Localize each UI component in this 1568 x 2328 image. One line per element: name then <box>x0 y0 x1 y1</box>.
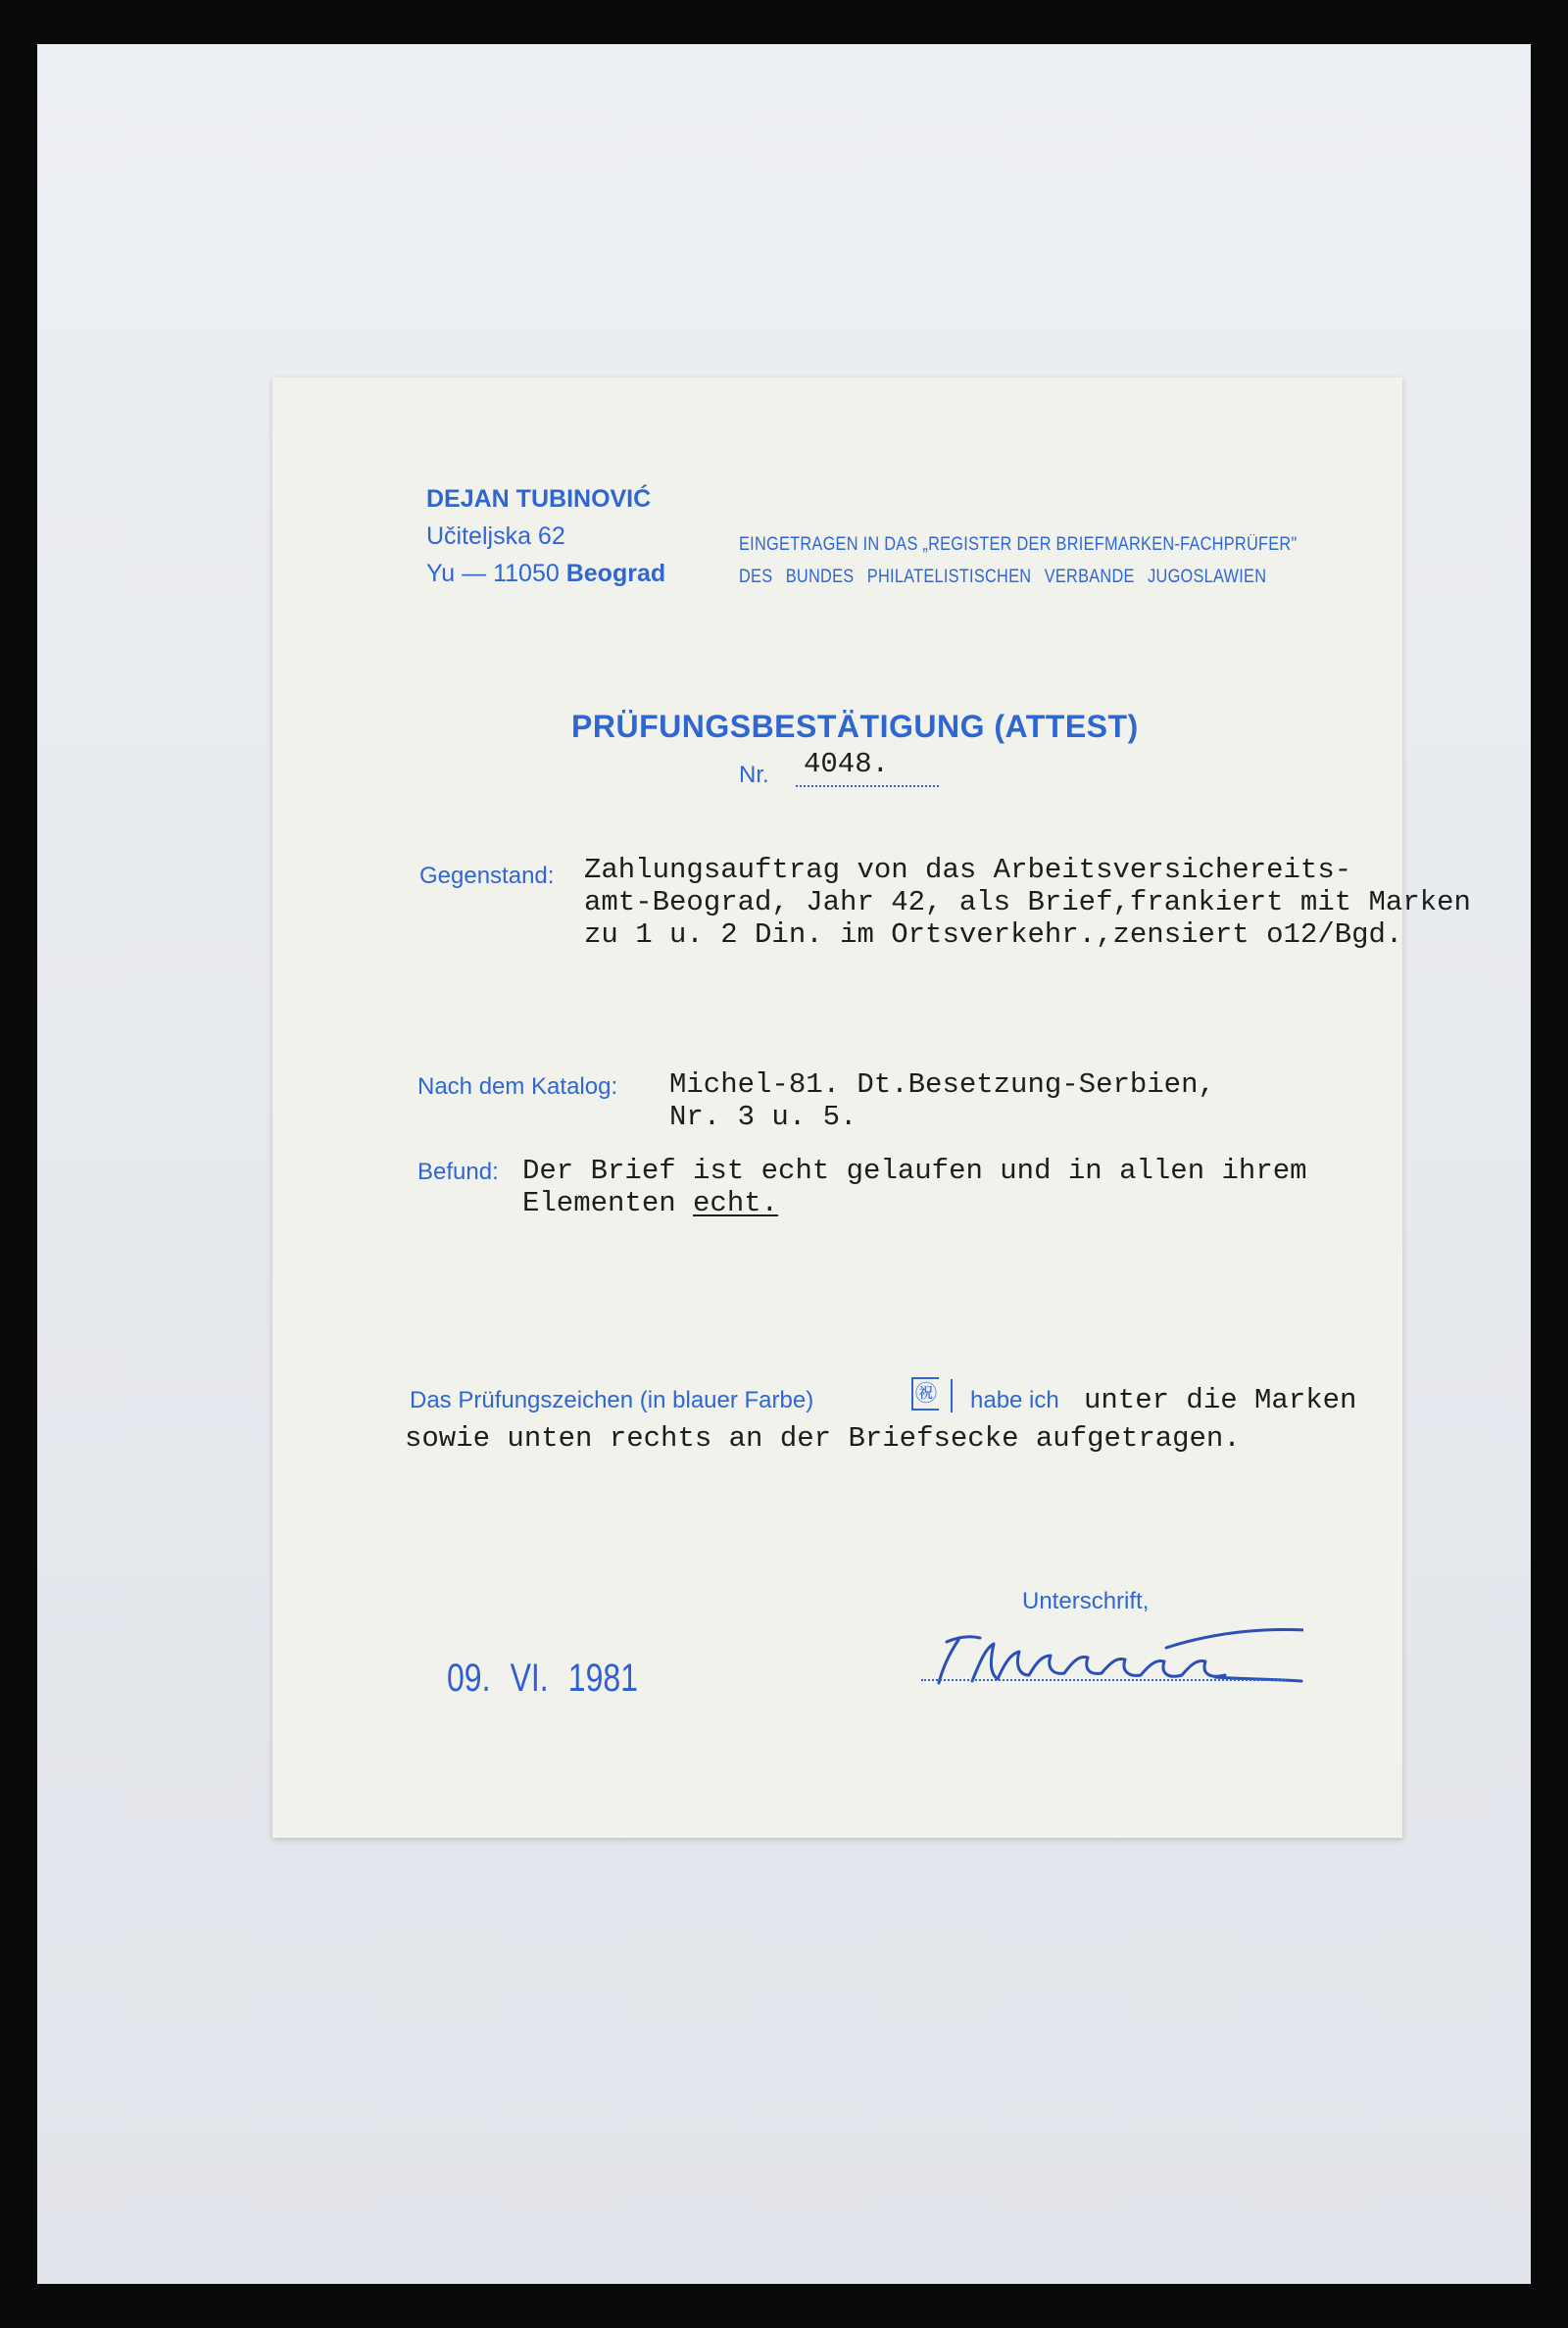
catalog-text <box>669 1068 1215 1133</box>
subject-label: Gegenstand: <box>419 863 555 889</box>
number-label: Nr. <box>739 762 769 788</box>
subject-line: amt-Beograd, Jahr 42, als Brief,frankiert mit Marken <box>584 886 1471 918</box>
inspection-mark-icon: ㊗ <box>911 1377 939 1411</box>
sender-city <box>426 560 665 588</box>
mark-label-after: habe ich <box>970 1387 1059 1413</box>
date-stamp: 09. VI. 1981 <box>447 1657 638 1700</box>
register-line-2: DES BUNDES PHILATELISTISCHEN VERBANDE JUGOSLAWIEN <box>739 567 1267 587</box>
catalog-label: Nach dem Katalog: <box>417 1073 618 1100</box>
subject-text <box>584 854 1471 951</box>
finding-label: Befund: <box>417 1159 499 1185</box>
certificate-number: 4048. <box>796 748 939 787</box>
album-page <box>37 44 1531 2284</box>
subject-line: zu 1 u. 2 Din. im Ortsverkehr.,zensiert o12/Bgd. <box>584 918 1403 951</box>
mark-text-2: sowie unten rechts an der Briefsecke aufgetragen. <box>405 1422 1241 1455</box>
sender-street: Učiteljska 62 <box>426 522 565 550</box>
sender-name: DEJAN TUBINOVIĆ <box>426 485 652 513</box>
mark-label: Das Prüfungszeichen (in blauer Farbe) <box>410 1387 814 1413</box>
finding-line-2-prefix: Elementen <box>522 1187 694 1219</box>
subject-line: Zahlungsauftrag von das Arbeitsversichereits- <box>584 854 1352 886</box>
signature-line <box>921 1679 1286 1681</box>
signature-label: Unterschrift, <box>1022 1588 1150 1614</box>
finding-verdict: echt. <box>693 1187 779 1219</box>
sender-city-name: Beograd <box>565 560 666 587</box>
finding-line-1: Der Brief ist echt gelaufen und in allen ihrem <box>522 1155 1307 1187</box>
mark-text-1: unter die Marken <box>1084 1384 1357 1416</box>
register-line-1: EINGETRAGEN IN DAS „REGISTER DER BRIEFMARKEN-FACHPRÜFER" <box>739 534 1298 555</box>
sender-city-prefix: Yu — 11050 <box>426 560 560 587</box>
finding-text <box>522 1155 1307 1219</box>
document-title: PRÜFUNGSBESTÄTIGUNG (ATTEST) <box>571 709 1139 744</box>
finding-line-2 <box>522 1187 1307 1219</box>
catalog-line: Michel-81. Dt.Besetzung-Serbien, <box>669 1068 1215 1101</box>
certificate-sheet <box>272 377 1471 1838</box>
catalog-line: Nr. 3 u. 5. <box>669 1101 858 1133</box>
